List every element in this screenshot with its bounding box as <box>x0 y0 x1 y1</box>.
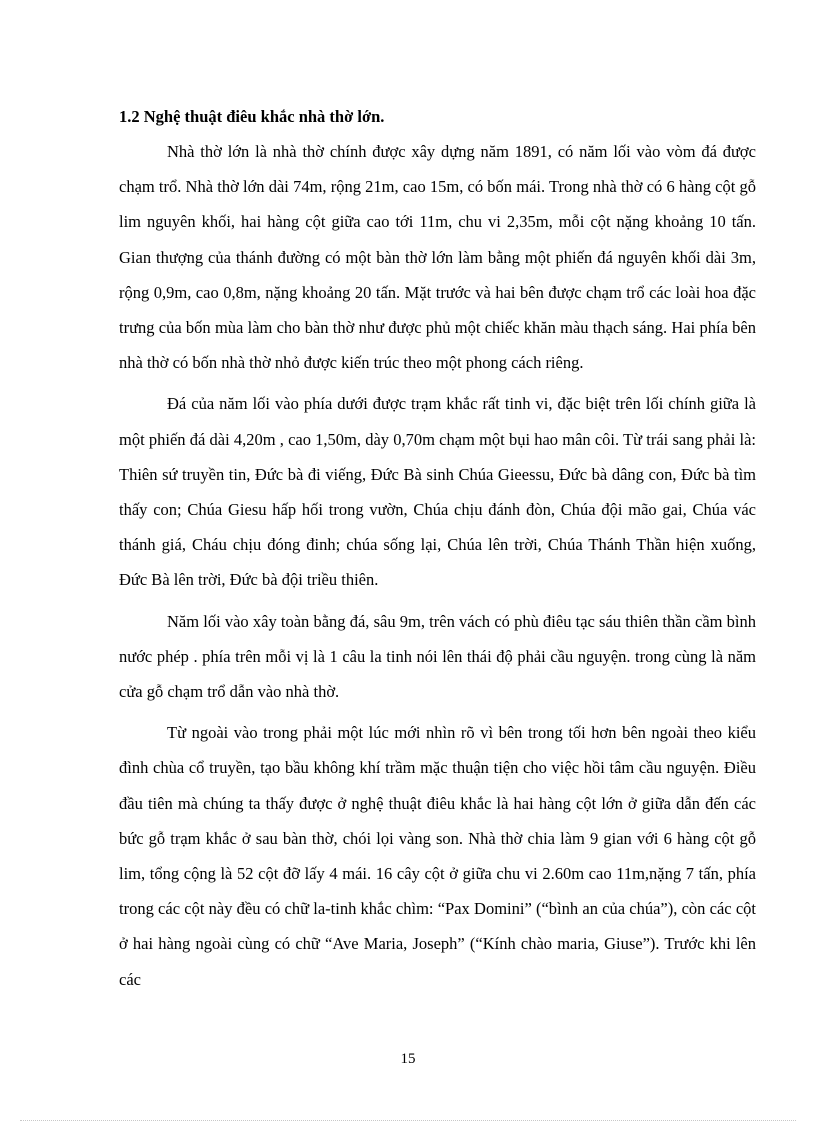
section-heading: 1.2 Nghệ thuật điêu khắc nhà thờ lớn. <box>119 107 385 126</box>
page-number: 15 <box>400 1051 416 1067</box>
page-bottom-divider <box>20 1120 796 1121</box>
paragraph-4: Từ ngoài vào trong phải một lúc mới nhìn rõ vì bên trong tối hơn bên ngoài theo kiểu đình chùa cổ truyền, tạo bầu không khí trầm mặc thuận tiện cho việc hồi tâm cầu nguyện. Điều đầu tiên mà chúng ta thấy được ở nghệ thuật điêu khắc là hai hàng cột lớn ở giữa dẫn đến các bức gỗ trạm khắc ở sau bàn thờ, chói lọi vàng son. Nhà thờ chia làm 9 gian với 6 hàng cột gỗ lim, tổng cộng là 52 cột đỡ lấy 4 mái. 16 cây cột ở giữa chu vi 2.60m cao 11m,nặng 7 tấn, phía trong các cột này đều có chữ la-tinh khắc chìm: “Pax Domini” (“bình an của chúa”), còn các cột ở hai hàng ngoài cùng có chữ “Ave Maria, Joseph” (“Kính chào maria, Giuse”). Trước khi lên các <box>119 723 756 989</box>
paragraph-1: Nhà thờ lớn là nhà thờ chính được xây dựng năm 1891, có năm lối vào vòm đá được chạm trổ. Nhà thờ lớn dài 74m, rộng 21m, cao 15m, có bốn mái. Trong nhà thờ có 6 hàng cột gỗ lim nguyên khối, hai hàng cột giữa cao tới 11m, chu vi 2,35m, mỗi cột nặng khoảng 10 tấn. Gian thượng của thánh đường có một bàn thờ lớn làm bằng một phiến đá nguyên khối dài 3m, rộng 0,9m, cao 0,8m, nặng khoảng 20 tấn. Mặt trước và hai bên được chạm trổ các loài hoa đặc trưng của bốn mùa làm cho bàn thờ như được phủ một chiếc khăn màu thạch sáng. Hai phía bên nhà thờ có bốn nhà thờ nhỏ được kiến trúc theo một phong cách riêng. <box>119 142 756 373</box>
paragraph-3: Năm lối vào xây toàn bằng đá, sâu 9m, trên vách có phù điêu tạc sáu thiên thần cầm bình nước phép . phía trên mỗi vị là 1 câu la tinh nói lên thái độ phải cầu nguyện. trong cùng là năm cửa gỗ chạm trổ dẫn vào nhà thờ. <box>119 611 756 702</box>
paragraph-2: Đá của năm lối vào phía dưới được trạm khắc rất tinh vi, đặc biệt trên lối chính giữa là một phiến đá dài 4,20m , cao 1,50m, dày 0,70m chạm một bụi hao mân côi. Từ trái sang phải là: Thiên sứ truyền tin, Đức bà đi viếng, Đức Bà sinh Chúa Gieessu, Đức bà dâng con, Đức bà tìm thấy con; Chúa Giesu hấp hối trong vườn, Chúa chịu đánh đòn, Chúa đội mão gai, Chúa vác thánh giá, Cháu chịu đóng đinh; chúa sống lại, Chúa lên trời, Chúa Thánh Thần hiện xuống, Đức Bà lên trời, Đức bà đội triều thiên. <box>119 394 756 590</box>
document-body <box>119 100 756 1003</box>
